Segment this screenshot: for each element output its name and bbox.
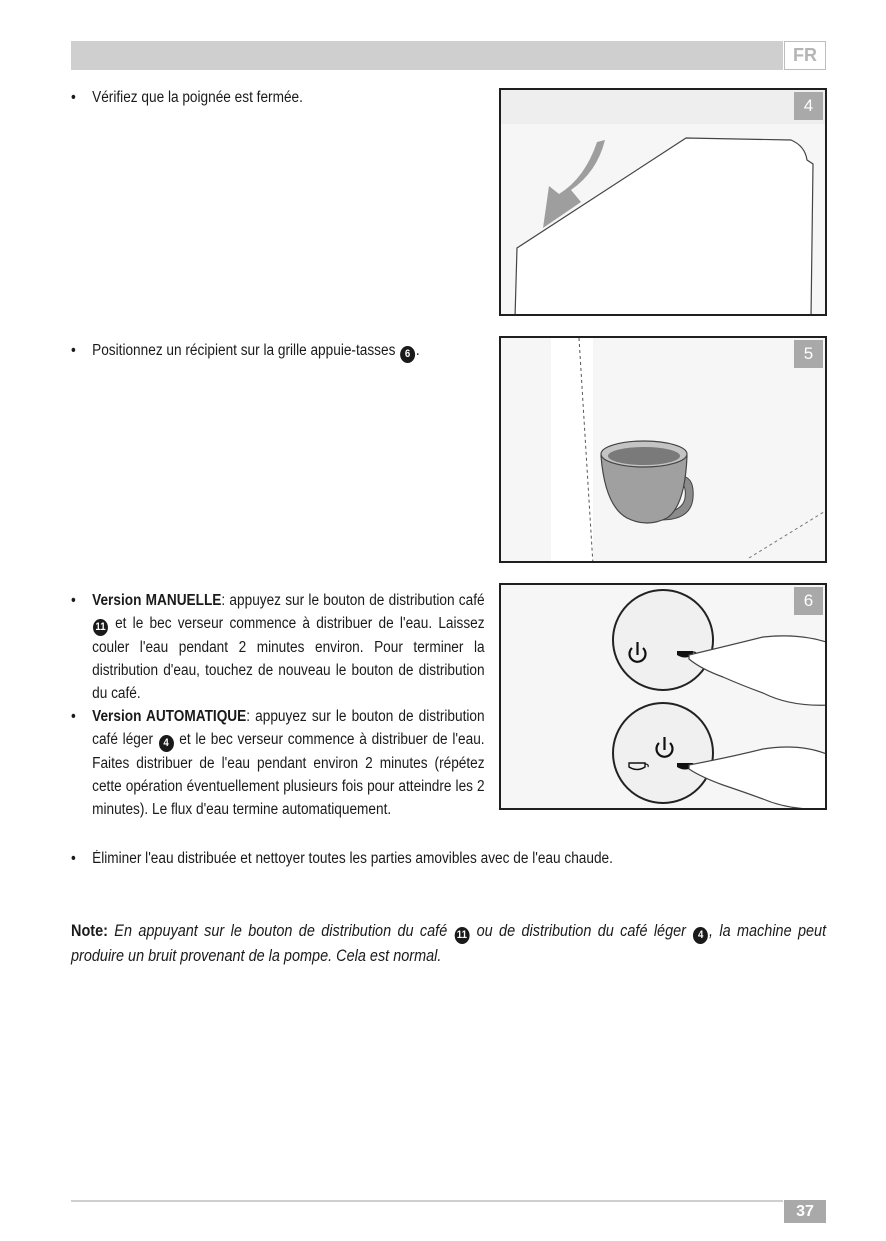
step-versions [71,589,485,821]
version-label: Version MANUELLE [92,592,222,609]
note-text: ou de distribution du café léger [470,922,693,940]
bullet: • [71,850,76,867]
note-label: Note: [71,922,108,940]
figure-6-buttons [499,583,827,810]
note-text: En appuyant sur le bouton de distribution du café [107,922,454,940]
bullet: • [71,592,76,609]
cup-illustration [501,338,827,563]
version-text: : appuyez sur le bouton de distribution café [221,592,485,609]
reference-number: 4 [159,735,174,752]
version-label: Version AUTOMATIQUE [92,708,247,725]
bullet: • [71,342,76,359]
step-text: Vérifiez que la poignée est fermée. [92,89,303,106]
reference-number: 11 [93,619,108,636]
page-number: 37 [784,1200,826,1223]
step-text: Positionnez un récipient sur la grille appuie-tasses [92,342,396,359]
reference-number: 6 [400,346,415,363]
figure-number: 6 [794,587,823,615]
version-text: et le bec verseur commence à distribuer de l'eau. Faites distribuer de l'eau pendant environ 2 minutes (répétez cette opération éventuellement plusieurs fois pour atteindre les 2 minutes). Le flux d'eau termine automatiquement. [92,731,485,818]
version-manual [71,589,485,705]
header-bar [71,41,783,70]
footer-divider [71,1200,783,1202]
step-text: Éliminer l'eau distribuée et nettoyer toutes les parties amovibles avec de l'eau chaude. [92,850,613,867]
step-text-end: . [415,342,420,359]
handle-illustration [501,90,827,316]
version-automatic [71,705,485,821]
reference-number: 11 [454,927,469,944]
version-text: et le bec verseur commence à distribuer de l'eau. Laissez couler l'eau pendant 2 minutes environ. Pour terminer la distribution d'eau, touchez de nouveau le bouton de distribution du café. [92,615,485,702]
version-text: : appuyez sur le bouton de distribution café léger [92,708,485,748]
figure-number: 5 [794,340,823,368]
step-discard-water [71,847,863,870]
step-position-cup [71,339,485,363]
bullet: • [71,708,76,725]
note-text: , la machine peut produire un bruit provenant de la pompe. Cela est normal. [71,922,827,965]
figure-5-cup [499,336,827,563]
step-handle-closed [71,86,485,109]
language-badge: FR [784,41,826,70]
figure-4-handle [499,88,827,316]
control-panel-illustration [501,585,827,810]
bullet: • [71,89,76,106]
reference-number: 4 [693,927,708,944]
note [71,919,826,968]
figure-number: 4 [794,92,823,120]
